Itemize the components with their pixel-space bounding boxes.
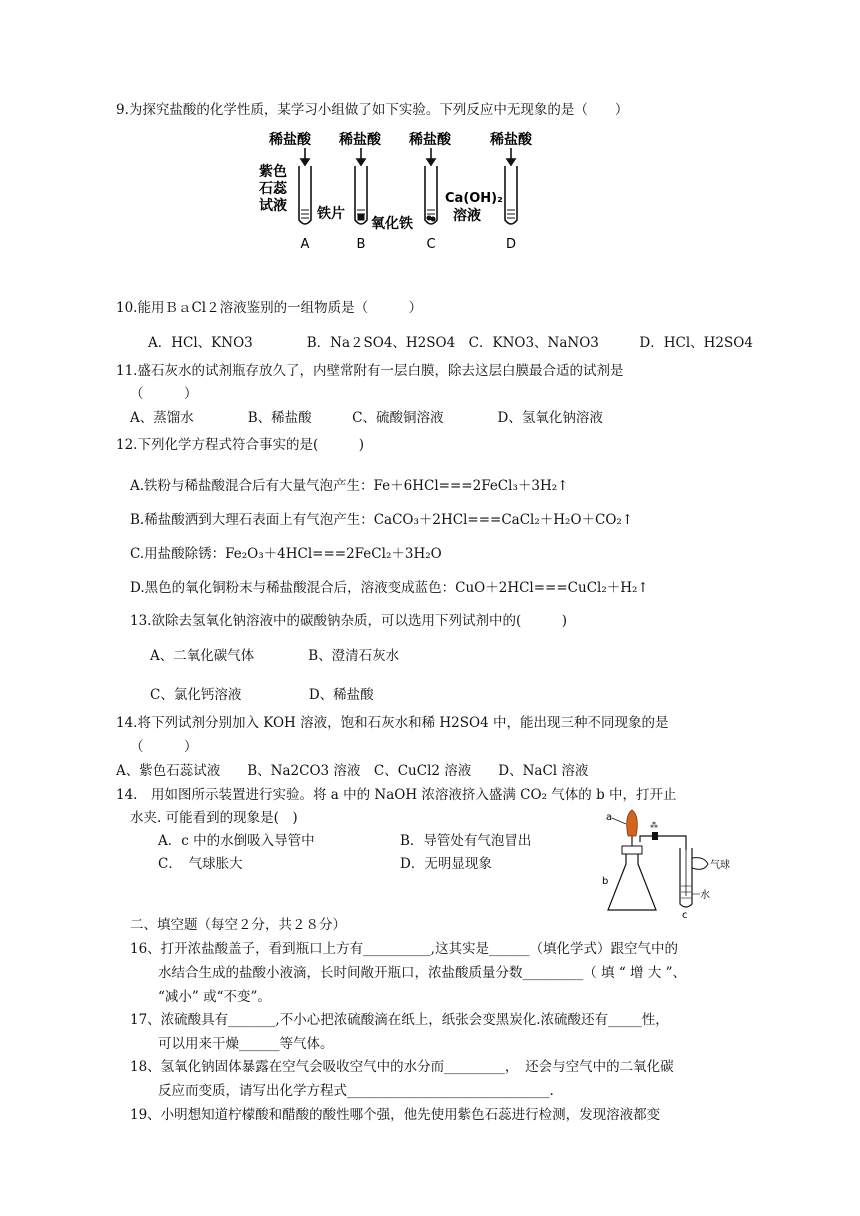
reagent-label: 稀盐酸	[269, 132, 311, 148]
q13-options-row2: C、氯化钙溶液 D、稀盐酸	[150, 687, 374, 703]
label-reagent: 试液	[259, 198, 287, 214]
q14a-stem-paren: （ ）	[130, 739, 198, 755]
q17-line2: 可以用来干燥______等气体。	[158, 1036, 334, 1052]
label-caoh2: Ca(OH)₂	[445, 191, 503, 206]
label-purple: 紫色	[259, 164, 287, 180]
q10-options: A．HCl、KNO3 B．Na２SO4、H2SO4 C．KNO3、NaNO3 D．HCl、H2SO4	[148, 335, 753, 351]
q14b-option-b: B．导管处有气泡冒出	[400, 833, 532, 849]
balloon	[692, 858, 708, 870]
q16-line2: 水结合生成的盐酸小液滴，长时间敞开瓶口，浓盐酸质量分数_________（ 填 “ 增 大 ”、	[158, 965, 687, 981]
q14b-stem-2: 水夹. 可能看到的现象是( )	[130, 810, 298, 826]
q14b-stem: 14. 用如图所示装置进行实验。将 a 中的 NaOH 浓溶液挤入盛满 CO₂ 气体的 b 中，打开止	[116, 787, 677, 803]
q14b-option-a: A．c 中的水倒吸入导管中	[158, 833, 315, 849]
q18-line1: 18、氢氧化钠固体暴露在空气会吸收空气中的水分而_________， 还会与空气中的二氧化碳	[130, 1059, 674, 1075]
label-balloon: 气球	[710, 860, 730, 871]
q16-line3: “减小” 或“不变”。	[158, 989, 271, 1005]
label-solution: 溶液	[453, 208, 481, 224]
q14a-stem: 14.将下列试剂分别加入 KOH 溶液，饱和石灰水和稀 H2SO4 中，能出现三种不同现象的是	[116, 715, 669, 731]
q18-line2: 反应而变质，请写出化学方程式______________________________.	[158, 1083, 554, 1099]
q11-options: A、蒸馏水 B、稀盐酸 C、硫酸铜溶液 D、氢氧化钠溶液	[130, 410, 603, 426]
q13-stem: 13.欲除去氢氧化钠溶液中的碳酸钠杂质，可以选用下列试剂中的( )	[130, 613, 568, 629]
q19-line1: 19、小明想知道柠檬酸和醋酸的酸性哪个强，他先使用紫色石蕊进行检测，发现溶液都变	[130, 1107, 661, 1123]
tube-label-d: D	[505, 237, 517, 252]
q16-line1: 16、打开浓盐酸盖子，看到瓶口上方有__________,这其实是______（填化学式）跟空气中的	[130, 941, 678, 957]
dropper-bulb	[627, 810, 638, 836]
q12-option-a: A.铁粉与稀盐酸混合后有大量气泡产生：Fe＋6HCl===2FeCl₃＋3H₂↑	[130, 478, 569, 494]
q9-stem: 9.为探究盐酸的化学性质，某学习小组做了如下实验。下列反应中无现象的是（ ）	[116, 102, 629, 118]
q12-stem: 12.下列化学方程式符合事实的是( )	[116, 437, 365, 453]
arrow-down-icon	[301, 148, 515, 165]
q12-option-d: D.黑色的氧化铜粉末与稀盐酸混合后，溶液变成蓝色：CuO＋2HCl===CuCl₂＋H₂↑	[130, 580, 649, 596]
tube-label-a: A	[300, 237, 310, 252]
q14a-options: A、紫色石蕊试液 B、Na2CO3 溶液 C、CuCl2 溶液 D、NaCl 溶液	[116, 763, 589, 779]
label-litmus: 石蕊	[259, 181, 287, 197]
q14-apparatus-figure	[600, 806, 740, 918]
q14b-option-d: D．无明显现象	[400, 856, 492, 872]
q11-stem-paren: （ ）	[130, 386, 198, 402]
label-iron: 铁片	[317, 206, 345, 222]
tube-label-b: B	[356, 237, 366, 252]
label-a: a	[606, 812, 613, 823]
clamp-mark: ⁂	[650, 821, 658, 830]
q9-experiment-figure	[255, 126, 555, 254]
reagent-label: 稀盐酸	[490, 132, 532, 148]
flask	[608, 854, 656, 910]
reagent-label: 稀盐酸	[409, 132, 451, 148]
q12-option-b: B.稀盐酸洒到大理石表面上有气泡产生：CaCO₃＋2HCl===CaCl₂＋H₂O＋CO₂↑	[130, 512, 634, 528]
q10-stem: 10.能用ＢａCl２溶液鉴别的一组物质是（ ）	[116, 300, 423, 316]
label-water: 水	[700, 890, 710, 901]
label-iron-oxide: 氧化铁	[371, 216, 413, 232]
tube-label-c: C	[426, 237, 436, 252]
label-b: b	[602, 876, 609, 887]
reagent-label: 稀盐酸	[339, 132, 381, 148]
label-c: c	[682, 910, 688, 918]
q11-stem: 11.盛石灰水的试剂瓶存放久了，内壁常附有一层白膜，除去这层白膜最合适的试剂是	[116, 363, 624, 379]
q12-option-c: C.用盐酸除锈：Fe₂O₃＋4HCl===2FeCl₂＋3H₂O	[130, 546, 442, 562]
section-title: 二、填空题（每空２分，共２８分）	[130, 917, 346, 933]
q14b-option-c: C． 气球胀大	[158, 856, 243, 872]
q17-line1: 17、浓硫酸具有_______,不小心把浓硫酸滴在纸上，纸张会变黑炭化.浓硫酸还有_____性，	[130, 1012, 669, 1028]
q13-options-row1: A、二氧化碳气体 B、澄清石灰水	[150, 648, 400, 664]
